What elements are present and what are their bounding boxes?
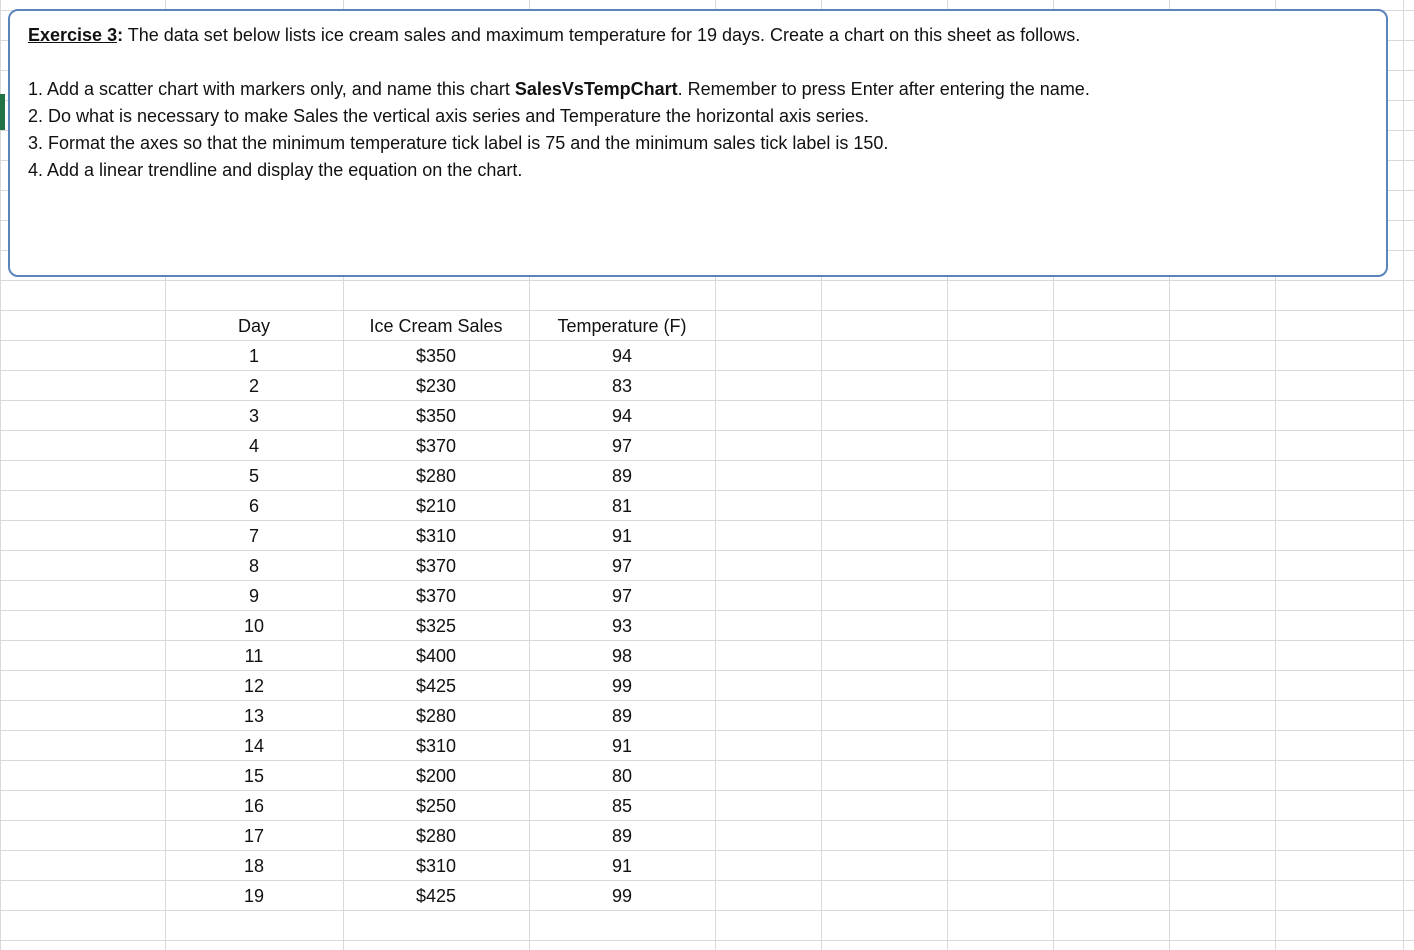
header-temperature[interactable]: Temperature (F) xyxy=(557,316,687,336)
cell-ice-cream-sales[interactable]: $280 xyxy=(415,826,457,846)
cell-day[interactable]: 13 xyxy=(243,706,265,726)
cell-day[interactable]: 12 xyxy=(243,676,265,696)
chart-name-text: SalesVsTempChart xyxy=(514,79,678,99)
cell-day[interactable]: 11 xyxy=(244,646,264,666)
cell-day[interactable]: 6 xyxy=(248,496,259,516)
exercise-intro-text: The data set below lists ice cream sales and maximum temperature for 19 days. Create a chart on this sheet as follows. xyxy=(123,25,1081,45)
step-1 xyxy=(28,76,1386,103)
cell-day[interactable]: 5 xyxy=(248,466,259,486)
cell-temperature[interactable]: 99 xyxy=(611,886,633,906)
cell-ice-cream-sales[interactable]: $310 xyxy=(415,856,457,876)
cell-ice-cream-sales[interactable]: $280 xyxy=(415,706,457,726)
cell-day[interactable]: 15 xyxy=(243,766,265,786)
step-2: 2. Do what is necessary to make Sales the vertical axis series and Temperature the horizontal axis series. xyxy=(28,106,870,126)
cell-ice-cream-sales[interactable]: $200 xyxy=(415,766,457,786)
cell-temperature[interactable]: 80 xyxy=(611,766,633,786)
cell-day[interactable]: 16 xyxy=(243,796,265,816)
cell-ice-cream-sales[interactable]: $310 xyxy=(415,736,457,756)
cell-ice-cream-sales[interactable]: $325 xyxy=(415,616,457,636)
cell-temperature[interactable]: 91 xyxy=(611,526,633,546)
exercise-colon: : xyxy=(117,25,124,45)
cell-temperature[interactable]: 99 xyxy=(611,676,633,696)
cell-temperature[interactable]: 83 xyxy=(611,376,633,396)
cell-ice-cream-sales[interactable]: $425 xyxy=(415,886,457,906)
active-row-indicator xyxy=(0,94,5,130)
header-day[interactable]: Day xyxy=(237,316,270,336)
cell-ice-cream-sales[interactable]: $400 xyxy=(415,646,457,666)
cell-day[interactable]: 19 xyxy=(243,886,265,906)
cell-day[interactable]: 18 xyxy=(243,856,265,876)
cell-day[interactable]: 1 xyxy=(248,346,259,366)
cell-ice-cream-sales[interactable]: $280 xyxy=(415,466,457,486)
cell-temperature[interactable]: 89 xyxy=(611,706,633,726)
cell-temperature[interactable]: 94 xyxy=(611,406,633,426)
cell-day[interactable]: 4 xyxy=(248,436,259,456)
cell-temperature[interactable]: 94 xyxy=(611,346,633,366)
step-1-text-end: . Remember to press Enter after entering the name. xyxy=(677,79,1090,99)
cell-day[interactable]: 14 xyxy=(243,736,265,756)
cell-ice-cream-sales[interactable]: $210 xyxy=(415,496,457,516)
cell-ice-cream-sales[interactable]: $350 xyxy=(415,346,457,366)
cell-ice-cream-sales[interactable]: $310 xyxy=(415,526,457,546)
cell-ice-cream-sales[interactable]: $350 xyxy=(415,406,457,426)
cell-temperature[interactable]: 91 xyxy=(611,736,633,756)
instructions-textbox[interactable] xyxy=(8,9,1388,277)
exercise-steps xyxy=(28,76,1386,184)
step-1-text-start: 1. Add a scatter chart with markers only, and name this chart xyxy=(28,79,515,99)
cell-ice-cream-sales[interactable]: $250 xyxy=(415,796,457,816)
cell-day[interactable]: 2 xyxy=(248,376,259,396)
cell-day[interactable]: 17 xyxy=(243,826,265,846)
header-ice-cream-sales[interactable]: Ice Cream Sales xyxy=(369,316,503,336)
cell-day[interactable]: 9 xyxy=(248,586,259,606)
step-3: 3. Format the axes so that the minimum temperature tick label is 75 and the minimum sales tick label is 150. xyxy=(28,133,889,153)
cell-temperature[interactable]: 89 xyxy=(611,826,633,846)
cell-temperature[interactable]: 97 xyxy=(611,556,633,576)
step-4: 4. Add a linear trendline and display the equation on the chart. xyxy=(28,160,523,180)
cell-temperature[interactable]: 97 xyxy=(611,436,633,456)
cell-temperature[interactable]: 93 xyxy=(611,616,633,636)
cell-day[interactable]: 8 xyxy=(248,556,259,576)
exercise-intro xyxy=(28,22,1386,49)
cell-temperature[interactable]: 81 xyxy=(611,496,633,516)
cell-day[interactable]: 10 xyxy=(243,616,265,636)
cell-temperature[interactable]: 89 xyxy=(611,466,633,486)
cell-temperature[interactable]: 98 xyxy=(611,646,633,666)
cell-temperature[interactable]: 91 xyxy=(611,856,633,876)
cell-temperature[interactable]: 85 xyxy=(611,796,633,816)
cell-ice-cream-sales[interactable]: $425 xyxy=(415,676,457,696)
cell-ice-cream-sales[interactable]: $370 xyxy=(415,436,457,456)
cell-ice-cream-sales[interactable]: $370 xyxy=(415,586,457,606)
cell-ice-cream-sales[interactable]: $370 xyxy=(415,556,457,576)
cell-temperature[interactable]: 97 xyxy=(611,586,633,606)
cell-day[interactable]: 3 xyxy=(248,406,259,426)
column-border xyxy=(1403,0,1404,950)
cell-day[interactable]: 7 xyxy=(248,526,259,546)
cell-ice-cream-sales[interactable]: $230 xyxy=(415,376,457,396)
exercise-heading: Exercise 3 xyxy=(28,25,118,45)
